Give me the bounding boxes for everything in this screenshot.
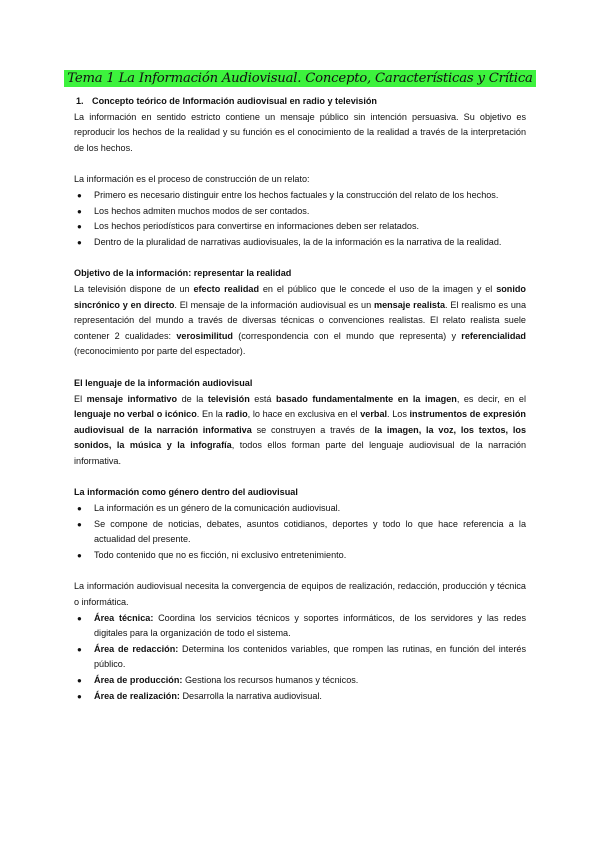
list-item: ● Área técnica: Coordina los servicios técnicos y soportes informáticos, de los servidores y las redes digitales para la organización de todo el sistema. bbox=[74, 611, 526, 642]
document-body bbox=[74, 94, 526, 704]
list-item: ● Los hechos admiten muchos modos de ser contados. bbox=[74, 204, 526, 220]
list-item: ● Área de producción: Gestiona los recursos humanos y técnicos. bbox=[74, 673, 526, 689]
bullet-list bbox=[74, 188, 526, 250]
list-item: ● Primero es necesario distinguir entre los hechos factuales y la construcción del relato de los hechos. bbox=[74, 188, 526, 204]
paragraph: La información audiovisual necesita la convergencia de equipos de realización, redacción, producción y técnica o informática. bbox=[74, 581, 526, 608]
section-heading: El lenguaje de la información audiovisual bbox=[74, 377, 253, 388]
list-item: ● Se compone de noticias, debates, asuntos cotidianos, deportes y todo lo que hace referencia a la actualidad del presente. bbox=[74, 517, 526, 548]
title-container bbox=[0, 70, 600, 87]
section-1-heading bbox=[74, 94, 526, 110]
list-item: ● Todo contenido que no es ficción, ni exclusivo entretenimiento. bbox=[74, 548, 526, 564]
section-heading: Objetivo de la información: representar la realidad bbox=[74, 268, 292, 279]
list-item: ● Los hechos periodísticos para convertirse en informaciones deben ser relatados. bbox=[74, 219, 526, 235]
list-item: ● La información es un género de la comunicación audiovisual. bbox=[74, 501, 526, 517]
section-1-heading-text: Concepto teórico de Información audiovisual en radio y televisión bbox=[92, 96, 377, 106]
section-heading: La información como género dentro del audiovisual bbox=[74, 487, 298, 498]
list-item: ● Área de redacción: Determina los contenidos variables, que rompen las rutinas, en función del interés público. bbox=[74, 642, 526, 673]
paragraph: La televisión dispone de un efecto realidad en el público que le concede el uso de la imagen y el sonido sincrónico y en directo. El mensaje de la información audiovisual es un mensaje realista. El realismo es una representación del mundo a través de diversas técnicas o convenciones realistas. El relato realista suele contener 2 cualidades: verosimilitud (correspondencia con el mundo que representa) y referencialidad (reconocimiento por parte del espectador). bbox=[74, 283, 526, 357]
section-number: 1. bbox=[76, 96, 84, 106]
paragraph: La información en sentido estricto contiene un mensaje público sin intención persuasiva. Su objetivo es reproducir los hechos de la realidad y su función es el conocimiento de la realidad a través de la interpretación de los hechos. bbox=[74, 111, 526, 153]
list-item: ● Área de realización: Desarrolla la narrativa audiovisual. bbox=[74, 689, 526, 705]
bullet-list bbox=[74, 611, 526, 705]
list-item: ● Dentro de la pluralidad de narrativas audiovisuales, la de la información es la narrativa de la realidad. bbox=[74, 235, 526, 251]
bullet-list bbox=[74, 501, 526, 563]
paragraph: El mensaje informativo de la televisión está basado fundamentalmente en la imagen, es decir, en el lenguaje no verbal o icónico. En la radio, lo hace en exclusiva en el verbal. Los instrumentos de expresión audiovisual de la narración informativa se construyen a través de la imagen, la voz, los textos, los sonidos, la música y la infografía, todos ellos forman parte del lenguaje audiovisual de la narración informativa. bbox=[74, 393, 526, 466]
paragraph: La información es el proceso de construcción de un relato: bbox=[74, 174, 310, 185]
document-title: Tema 1 La Información Audiovisual. Concepto, Características y Crítica bbox=[64, 70, 535, 87]
